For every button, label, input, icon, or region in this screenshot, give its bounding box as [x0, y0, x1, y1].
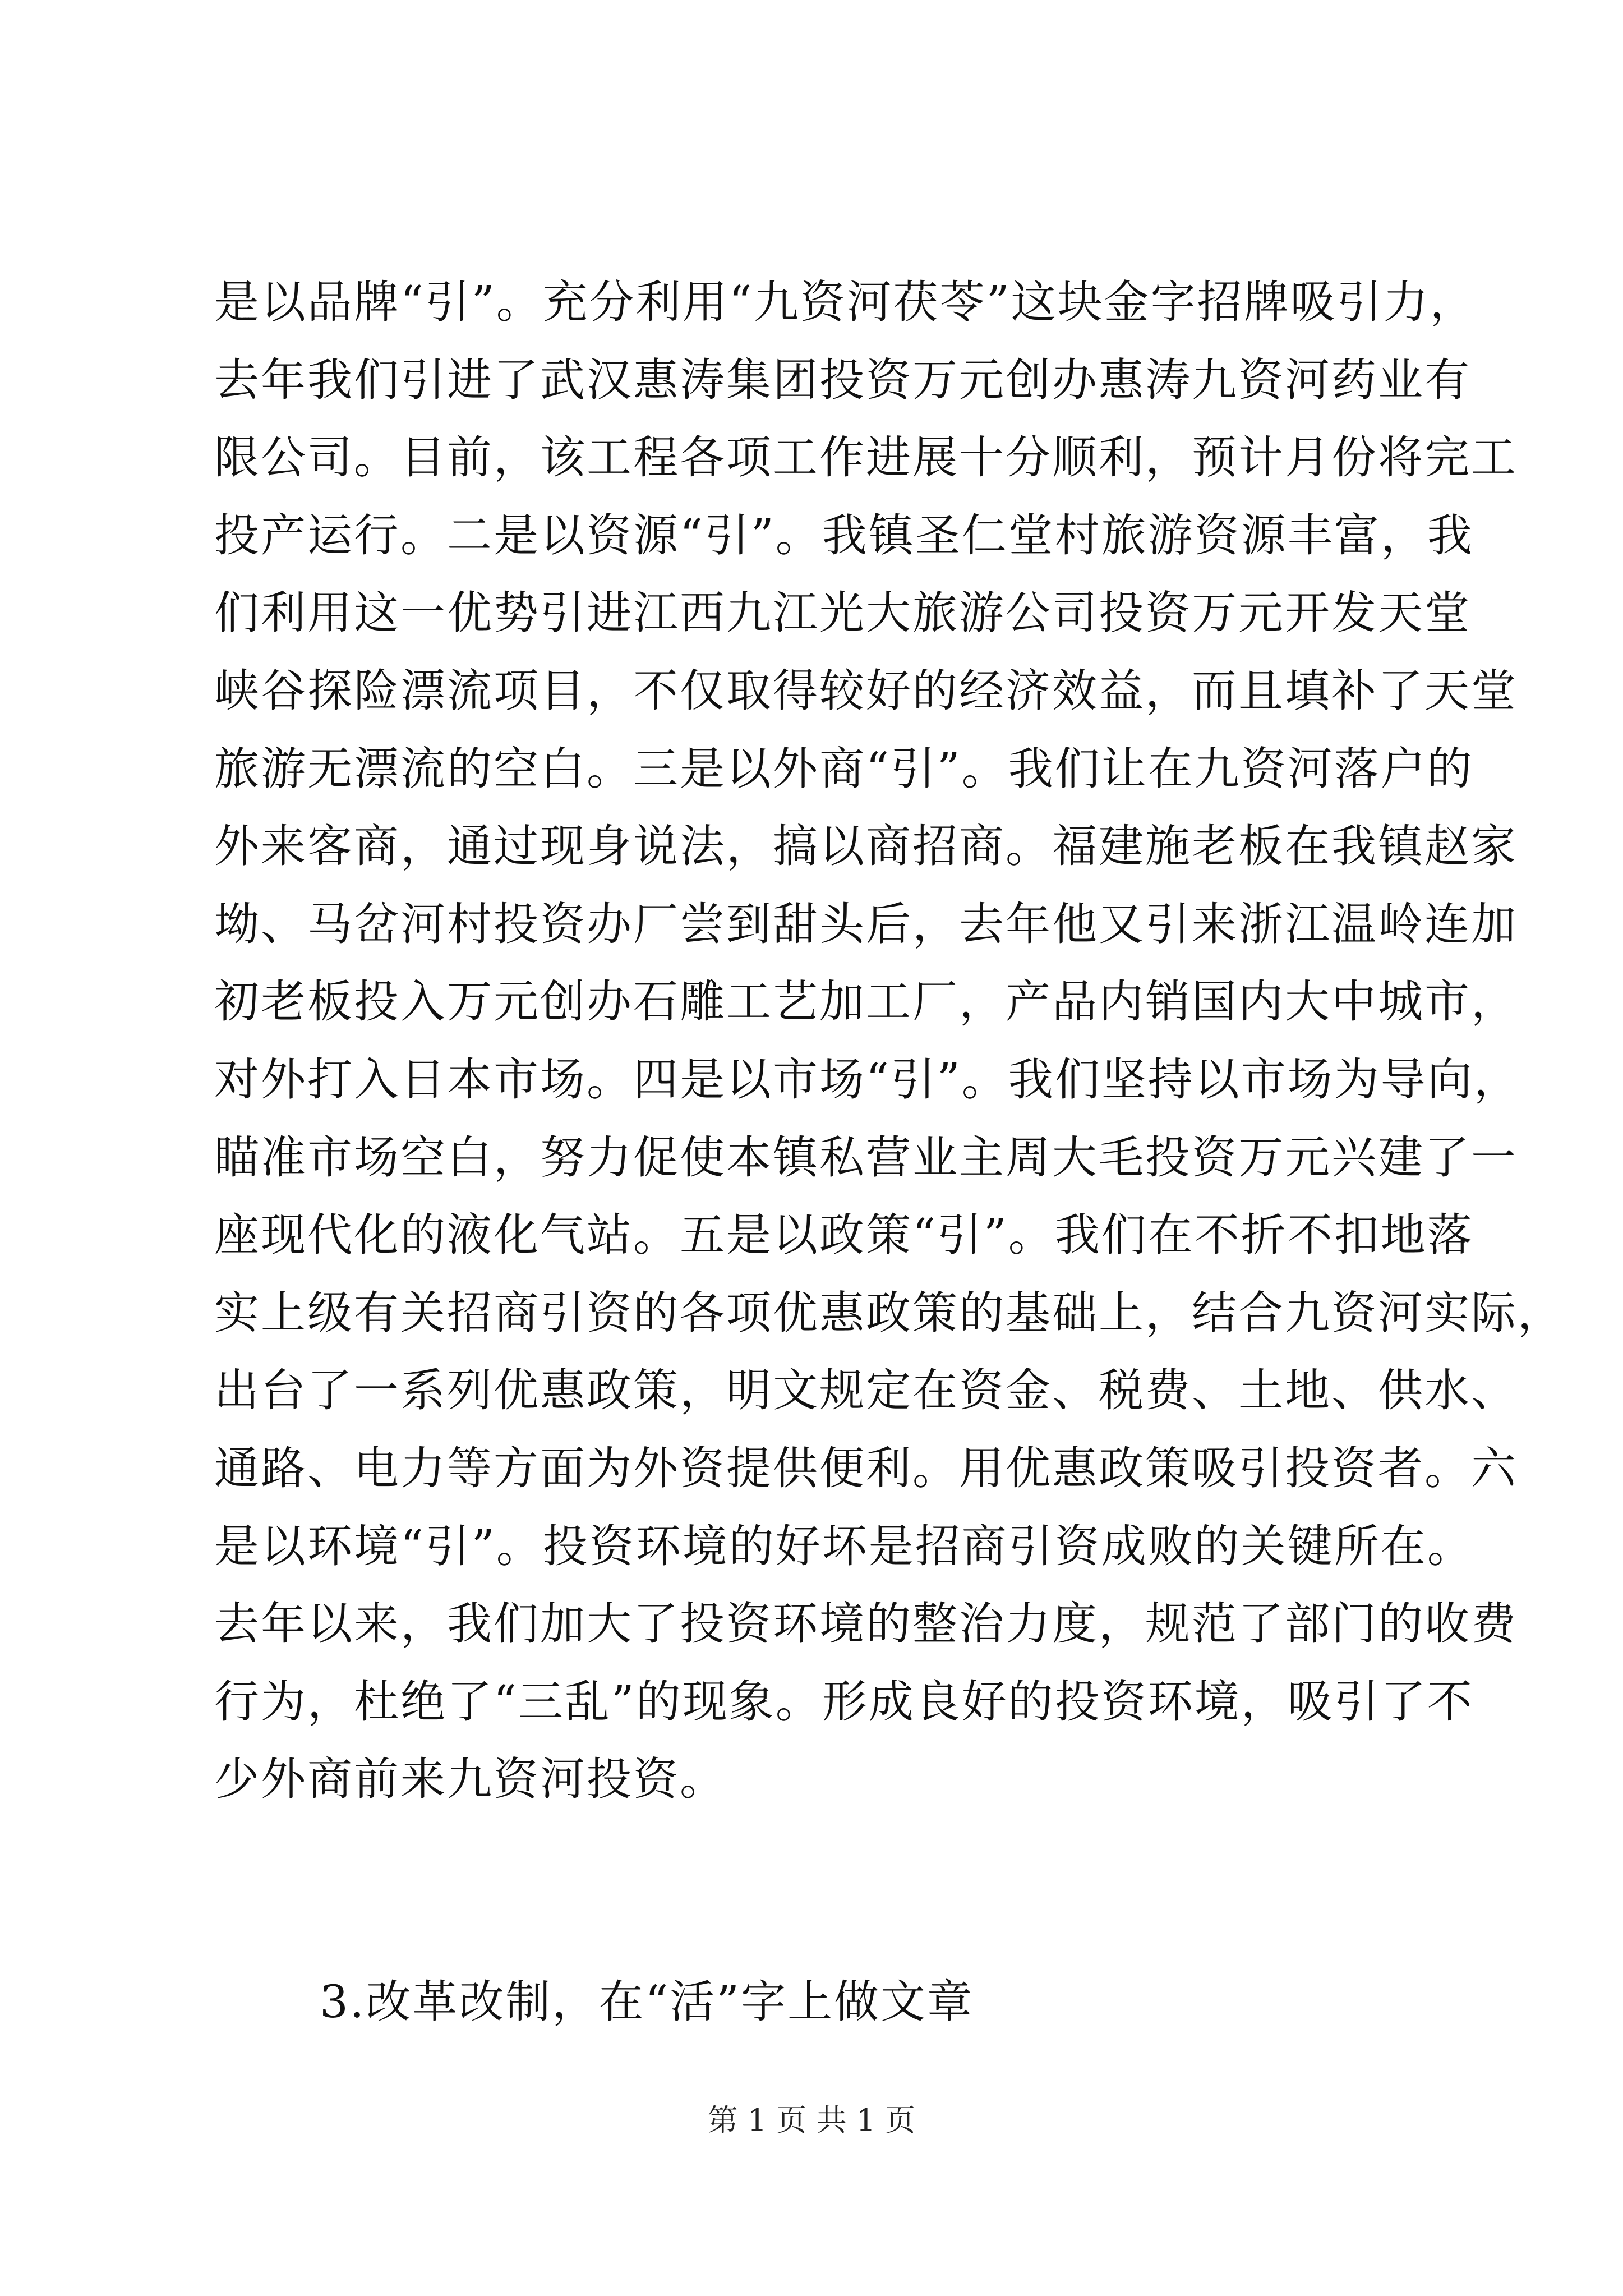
paragraph-line: 对外打入日本市场。四是以市场“引”。我们坚持以市场为导向，: [214, 1053, 1520, 1106]
body-paragraph: [214, 264, 1564, 1819]
paragraph-line: 行为，杜绝了“三乱”的现象。形成良好的投资环境，吸引了不: [214, 1675, 1474, 1728]
paragraph-line: 实上级有关招商引资的各项优惠政策的基础上，结合九资河实际，: [214, 1286, 1564, 1339]
paragraph-line: 通路、电力等方面为外资提供便利。用优惠政策吸引投资者。六: [214, 1442, 1518, 1494]
paragraph-line: 们利用这一优势引进江西九江光大旅游公司投资万元开发天堂: [214, 587, 1471, 639]
paragraph-line: 峡谷探险漂流项目，不仅取得较好的经济效益，而且填补了天堂: [214, 664, 1518, 717]
paragraph-line: 旅游无漂流的空白。三是以外商“引”。我们让在九资河落户的: [214, 742, 1474, 795]
paragraph-line: 坳、马岔河村投资办厂尝到甜头后，去年他又引来浙江温岭连加: [214, 898, 1518, 950]
paragraph-line: 是以环境“引”。投资环境的好坏是招商引资成败的关键所在。: [214, 1520, 1474, 1572]
paragraph-line: 初老板投入万元创办石雕工艺加工厂，产品内销国内大中城市，: [214, 976, 1518, 1028]
paragraph-line: 出台了一系列优惠政策，明文规定在资金、税费、土地、供水、: [214, 1364, 1518, 1417]
paragraph-line: 外来客商，通过现身说法，搞以商招商。福建施老板在我镇赵家: [214, 820, 1518, 873]
paragraph-line: 座现代化的液化气站。五是以政策“引”。我们在不折不扣地落: [214, 1209, 1474, 1262]
paragraph-line: 去年以来，我们加大了投资环境的整治力度，规范了部门的收费: [214, 1598, 1518, 1650]
paragraph-line: 投产运行。二是以资源“引”。我镇圣仁堂村旅游资源丰富，我: [214, 509, 1474, 562]
paragraph-line: 限公司。目前，该工程各项工作进展十分顺利，预计月份将完工: [214, 431, 1518, 484]
page-footer: 第 1 页 共 1 页: [707, 2102, 916, 2138]
paragraph-line: 少外商前来九资河投资。: [214, 1753, 726, 1806]
paragraph-line: 瞄准市场空白，努力促使本镇私营业主周大毛投资万元兴建了一: [214, 1131, 1518, 1184]
paragraph-line: 是以品牌“引”。充分利用“九资河茯苓”这块金字招牌吸引力，: [214, 276, 1477, 328]
section-heading: 3.改革改制，在“活”字上做文章: [320, 1976, 974, 2028]
paragraph-line: 去年我们引进了武汉惠涛集团投资万元创办惠涛九资河药业有: [214, 353, 1471, 406]
